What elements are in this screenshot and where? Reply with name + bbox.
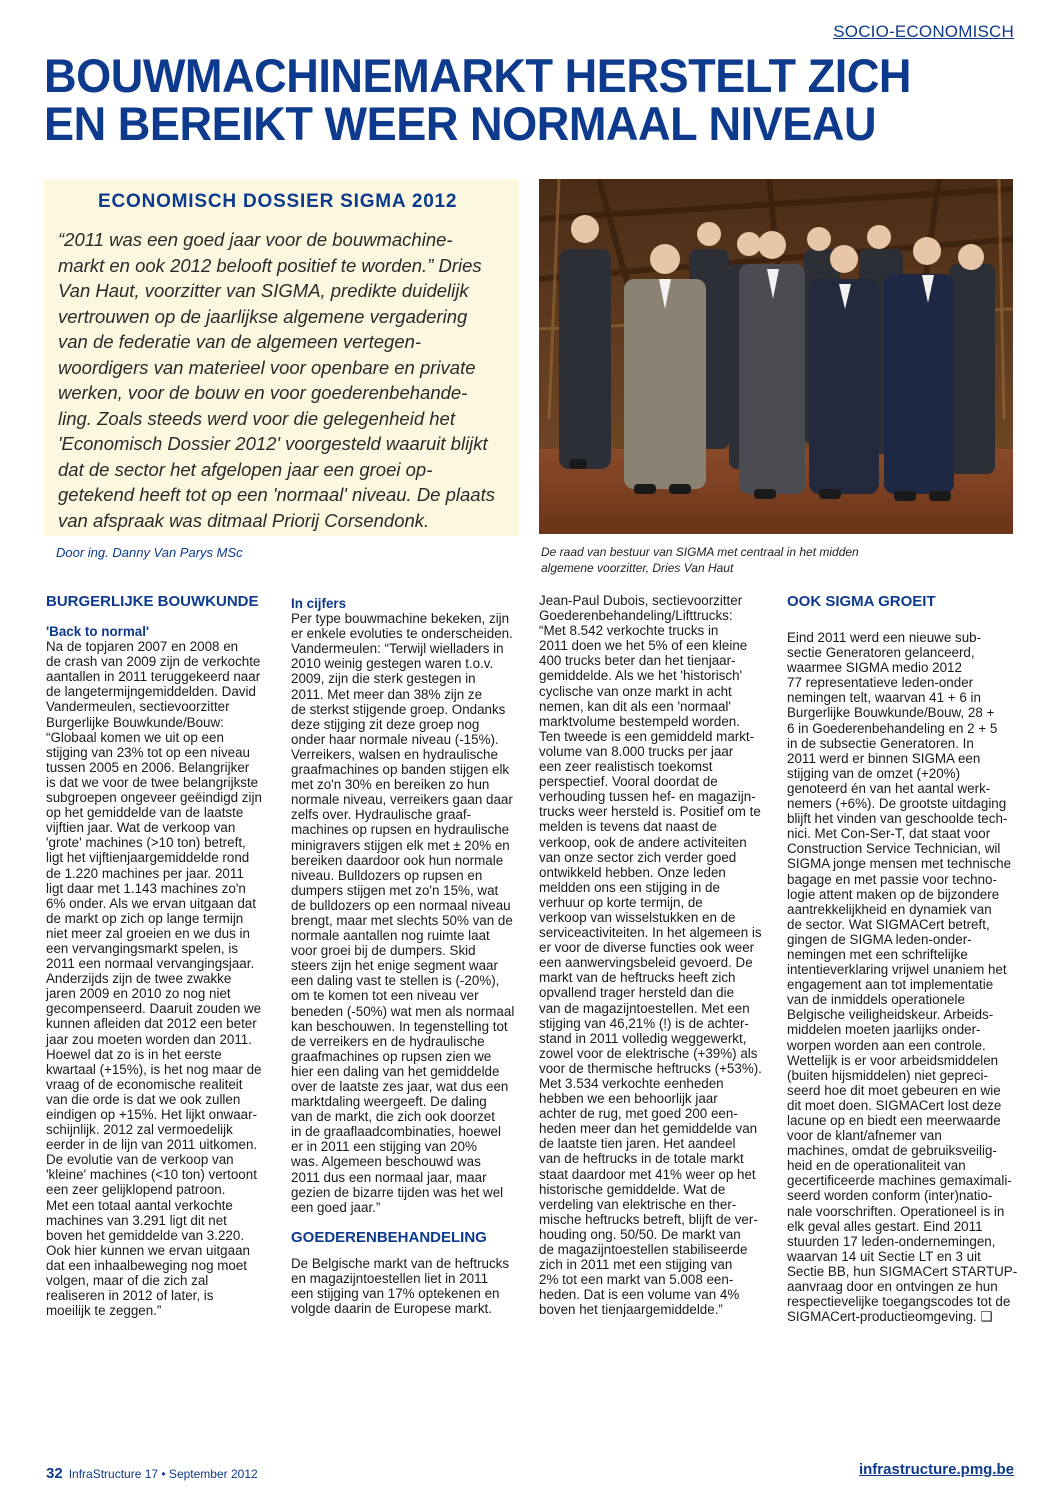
text-line: Burgerlijke Bouwkunde/Bouw, 28 + [787,705,995,721]
text-line: deze stijging zit deze groep nog [291,716,480,732]
text-line: niet meer zal groeien en we dus in [46,925,250,941]
text-line: Met een totaal aantal verkochte [46,1197,233,1213]
column-2-text [291,611,517,1215]
text-line: boven het gemiddelde van 3.220. [46,1227,245,1243]
text-line: Jean-Paul Dubois, sectievoorzitter [539,593,743,608]
text-line: de bulldozers op een normaal niveau [291,897,511,913]
text-line: 400 trucks beter dan het tienjaar- [539,653,736,669]
text-line: tussen 2005 en 2006. Belangrijker [46,759,250,775]
text-line: dit moet doen. SIGMACert lost deze [787,1097,1002,1113]
text-line: verkoop, ook de andere activiteiten [539,834,747,850]
text-line: 'grote' machines (>10 ton) betreft, [46,835,246,851]
text-line: SIGMACert-productieomgeving. ❑ [787,1309,993,1325]
subheading-in-cijfers: In cijfers [291,596,347,611]
text-line: ontwikkeld hebben. Onze leden [539,864,726,880]
text-line: een goed jaar.” [291,1199,381,1215]
text-line: gezien de bizarre tijden was het wel [291,1184,504,1200]
page-number: 32 [46,1465,63,1482]
caption-line: De raad van bestuur van SIGMA met centraal in het midden [541,545,859,559]
text-line: op het gemiddelde van de laatste [46,805,244,821]
text-line: gemiddelde. Als we het 'historisch' [539,668,743,684]
text-line: zowel voor de elektrische (+39%) als [539,1045,758,1061]
text-line: over de laatste zes jaar, wat dus een [291,1079,509,1094]
text-line: ligt daar met 1.143 machines zo'n [46,880,246,896]
column-4-text [787,630,1018,1325]
column-2-text-2 [291,1256,517,1316]
text-line: 2011. Met meer dan 38% zijn ze [291,686,483,702]
text-line: verhouding tussen hef- en magazijn- [539,789,756,805]
text-line: stijging van de omzet (+20%) [787,765,961,781]
text-line: Anderzijds zijn de twee zwakke [46,971,232,987]
text-line: normale aantallen nog ruimte laat [291,928,490,944]
text-line: stijging van 23% tot op een niveau [46,744,250,760]
text-line: machines van 3.291 ligt dit net [46,1212,227,1228]
text-line: ligt het vijftienjaargemiddelde rond [46,850,250,866]
text-line: mische heftrucks betreft, blijft de ver- [539,1211,758,1227]
subheading-back-to-normal: 'Back to normal' [46,624,150,639]
text-line: van onze sector zich verder goed [539,849,737,865]
text-line: zich in 2011 met een stijging van [539,1257,733,1273]
intro-line: markt en ook 2012 belooft positief te worden.” Dries [58,254,482,276]
text-line: 2% tot een markt van 5.008 een- [539,1272,734,1288]
text-line: steers zijn het enige segment waar [291,958,498,974]
text-line: nici. Met Con-Ser-T, dat staat voor [787,826,991,842]
text-line: een vervangingsmarkt spelen, is [46,940,239,956]
text-line: 2011 werd er binnen SIGMA een [787,750,981,766]
text-line: een aanwervingsbeleid gevoerd. De [539,955,753,971]
headline-line-1: BOUWMACHINEMARKT HERSTELT ZICH [44,49,912,102]
group-photo [539,179,1013,534]
text-line: Wettelijk is er voor arbeidsmiddelen [787,1052,999,1068]
text-line: de sterkst stijgende groep. Ondanks [291,701,506,717]
text-line: 6 in Goederenbehandeling en 2 + 5 [787,720,998,736]
intro-line: woordigers van materieel voor openbare en private [58,356,476,378]
text-line: stand in 2011 volledig weggewerkt, [539,1030,747,1046]
column-1-text [46,639,272,1318]
text-line: Eind 2011 werd een nieuwe sub- [787,630,982,645]
footer-url-link[interactable]: infrastructure.pmg.be [858,1461,1014,1478]
article-headline [44,49,994,150]
intro-line: van de federatie van de algemeen vertegen- [58,331,422,352]
text-line: 77 representatieve leden-onder [787,675,974,691]
text-line: markt van de heftrucks heeft zich [539,970,736,986]
footer-folio [46,1465,258,1482]
column-4 [787,593,1018,1325]
text-line: perspectief. Vooral doordat de [539,774,718,790]
text-line: in de graaflaadcombinaties, hoewel [291,1124,501,1140]
text-line: dat een inhaalbeweging nog moet [46,1257,248,1273]
text-line: is dat we voor de twee belangrijkste [46,774,259,790]
dossier-title: ECONOMISCH DOSSIER SIGMA 2012 [98,191,458,212]
text-line: Na de topjaren 2007 en 2008 en [46,639,239,655]
text-line: 'kleine' machines (<10 ton) vertoont [46,1167,257,1183]
text-line: er enkele evoluties te onderscheiden. [291,626,513,642]
section-label: SOCIO-ECONOMISCH [833,22,1014,41]
text-line: eerder in de lijn van 2011 uitkomen. [46,1137,258,1153]
intro-line: werken, voor de bouw en voor goederenbehande- [58,382,468,403]
intro-line: vertrouwen op de jaarlijkse algemene vergadering [58,305,468,327]
text-line: 2011 dus een normaal jaar, maar [291,1169,487,1185]
text-line: beneden (-50%) wat men als normaal [291,1003,515,1019]
text-line: dumpers stijgen met zo'n 15%, wat [291,882,499,898]
intro-line: Van Haut, voorzitter van SIGMA, predikte duidelijk [58,280,469,301]
text-line: verdeling van elektrische en ther- [539,1196,737,1212]
text-line: trucks weer hersteld is. Positief om te [539,804,761,820]
text-line: jaren 2009 en 2010 zo nog niet [46,986,231,1002]
text-line: nemingen met een schriftelijke [787,946,968,962]
column-3-text [539,593,765,1318]
text-line: lacune op en biedt een meerwaarde [787,1113,1001,1128]
text-line: in de subsectie Generatoren. In [787,735,974,751]
text-line: (buiten hijsmiddelen) niet gepreci- [787,1067,988,1083]
text-line: worpen worden aan een controle. [787,1037,986,1053]
intro-box [44,179,519,536]
text-line: subgroepen ongeveer geëindigd zijn [46,790,262,806]
text-line: de crash van 2009 zijn de verkochte [46,654,261,670]
text-line: Vandermeulen, sectievoorzitter [46,699,230,715]
text-line: machines op rupsen en hydraulische [291,822,510,838]
text-line: vijftien jaar. Wat de verkoop van [46,820,236,836]
text-line: normale niveau, verreikers gaan daar [291,792,513,808]
text-line: achter de rug, met goed 200 een- [539,1106,738,1122]
text-line: voor groei bij de dumpers. Skid [291,943,476,959]
text-line: hebben we een behoorlijk jaar [539,1091,718,1107]
text-line: de langetermijngemiddelden. David [46,684,256,700]
text-line: Hoewel dat zo is in het eerste [46,1046,222,1062]
text-line: onder haar normale niveau (-15%). [291,731,499,747]
heading-ook-sigma-groeit: OOK SIGMA GROEIT [787,593,936,610]
column-3 [539,593,765,1318]
text-line: brengt, maar met slechts 50% van de [291,912,513,928]
text-line: marktvolume bestempeld worden. [539,713,740,729]
text-line: vraag of de economische realiteit [46,1076,243,1092]
text-line: de sector. Wat SIGMACert betreft, [787,916,990,932]
text-line: De Belgische markt van de heftrucks [291,1255,510,1271]
text-line: om te komen tot een niveau ver [291,988,479,1004]
text-line: nemen, kan dit als een 'normaal' [539,698,731,714]
text-line: respectievelijke toegangscodes tot de [787,1294,1011,1310]
text-line: heid en de operationaliteit van [787,1158,966,1174]
text-line: gingen de SIGMA leden-onder- [787,931,972,947]
text-line: de verreikers en de hydraulische [291,1033,485,1049]
text-line: heden. Dat is een volume van 4% [539,1287,740,1303]
text-line: 2009, zijn die sterk gestegen in [291,671,476,687]
text-line: Goederenbehandeling/Lifttrucks: [539,608,733,624]
text-line: engagement aan tot implementatie [787,977,994,993]
text-line: Ten tweede is een gemiddeld markt- [539,728,755,744]
text-line: graafmachines op rupsen zien we [291,1048,492,1064]
intro-line: 'Economisch Dossier 2012' voorgesteld waaruit blijkt [58,433,488,454]
text-line: een daling vast te stellen is (-20%), [291,973,500,989]
text-line: kwartaal (+15%), is het nog maar de [46,1061,262,1077]
caption-line: algemene voorzitter, Dries Van Haut [541,561,734,575]
text-line: Sectie BB, hun SIGMACert STARTUP- [787,1263,1018,1279]
text-line: De evolutie van de verkoop van [46,1152,234,1168]
intro-line: getekend heeft tot op een 'normaal' niveau. De plaats [58,484,495,505]
column-2 [291,593,517,1316]
text-line: volgde daarin de Europese markt. [291,1301,492,1317]
text-line: 2010 weinig gestegen waren t.o.v. [291,656,494,672]
text-line: de magazijntoestellen stabiliseerde [539,1242,748,1258]
headline-line-2: EN BEREIKT WEER NORMAAL NIVEAU [44,97,877,150]
intro-line: “2011 was een goed jaar voor de bouwmachine- [58,229,453,250]
text-line: van de markt, die zich ook doorzet [291,1109,495,1125]
text-line: Verreikers, walsen en hydraulische [291,746,498,762]
text-line: bereiken daardoor ook hun normale [291,852,504,868]
text-line: 6% onder. Als we ervan uitgaan dat [46,895,256,911]
text-line: kunnen afleiden dat 2012 een beter [46,1016,257,1032]
text-line: bagage en met passie voor techno- [787,871,997,887]
text-line: minigravers stijgen elk met ± 20% en [291,837,510,853]
text-line: nale voorschriften. Operationeel is in [787,1203,1005,1219]
text-line: Burgerlijke Bouwkunde/Bouw: [46,714,224,730]
text-line: een zeer realistisch toekomst [539,759,713,775]
text-line: voor de thermische heftrucks (+53%). [539,1060,762,1076]
text-line: Per type bouwmachine bekeken, zijn [291,611,510,627]
text-line: eindigen op +15%. Het lijkt onwaar- [46,1107,258,1122]
text-line: elk geval alles gestart. Eind 2011 [787,1218,983,1234]
intro-line: van afspraak was ditmaal Priorij Corsendonk. [58,509,430,531]
column-1 [46,593,272,1318]
text-line: zelfs over. Hydraulische graaf- [291,807,472,823]
text-line: een stijging van 17% optekenen en [291,1286,500,1302]
text-line: Belgische veiligheidskeur. Arbeids- [787,1007,994,1023]
text-line: moeilijk te zeggen.” [46,1303,162,1319]
heading-goederenbehandeling: GOEDERENBEHANDELING [291,1228,487,1246]
issue-label: InfraStructure 17 • September 2012 [68,1467,258,1481]
text-line: SIGMA jonge mensen met technische [787,856,1012,872]
text-line: sectie Generatoren gelanceerd, [787,645,975,661]
text-line: volume van 8.000 trucks per jaar [539,743,734,759]
text-line: jaar zou moeten worden dan 2011. [46,1031,252,1047]
text-line: van de magazijntoestellen. Met een [539,1000,750,1016]
text-line: 2011 een normaal vervangingsjaar. [46,956,255,972]
text-line: serviceactiviteiten. In het algemeen is [539,925,762,941]
text-line: er voor de diverse functies ook weer [539,940,755,956]
text-line: historische gemiddelde. Wat de [539,1181,726,1197]
text-line: volgen, maar of die zich zal [46,1273,209,1289]
intro-line: ling. Zoals steeds werd voor die gelegenheid het [58,407,455,429]
text-line: blijft het vinden van geschoolde tech- [787,811,1008,827]
text-line: hier een daling van het gemiddelde [291,1063,500,1079]
text-line: Met 3.534 verkochte eenheden [539,1076,724,1091]
text-line: heden meer dan het gemiddelde van [539,1121,758,1137]
text-line: de 1.220 machines per jaar. 2011 [46,865,244,881]
byline: Door ing. Danny Van Parys MSc [56,545,243,560]
text-line: verkoop van wisselstukken en de [539,909,736,925]
text-line: middelen moeten jaarlijks onder- [787,1022,981,1038]
text-line: stijging van 46,21% (!) is de achter- [539,1015,749,1031]
text-line: seerd worden conform (inter)natio- [787,1188,993,1204]
text-line: intentieverklaring vrijwel unaniem het [787,962,1007,978]
text-line: schijnlijk. 2012 zal vermoedelijk [46,1122,233,1138]
text-line: graafmachines op banden stijgen elk [291,762,510,778]
text-line: seerd hoe dit moet gebeuren en wie [787,1082,1001,1098]
text-line: cyclische van onze markt in acht [539,683,732,699]
text-line: een zeer gelijklopend patroon. [46,1182,226,1198]
text-line: de markt op zich op lange termijn [46,910,244,926]
text-line: opvallend trager hersteld dan die [539,985,735,1001]
text-line: gecertificeerde machines gemaximali- [787,1173,1012,1189]
intro-line: dat de sector het afgelopen jaar een groei op- [58,458,433,480]
text-line: genoteerd én van het aantal werk- [787,780,991,796]
text-line: niveau. Bulldozers op rupsen en [291,867,483,883]
text-line: voor de klant/afnemer van [787,1128,942,1144]
text-line: aanvraag door en ontvingen ze hun [787,1279,998,1295]
text-line: aantrekkelijkheid en dynamiek van [787,901,992,917]
photo-caption [541,544,1011,576]
text-line: Vandermeulen: “Terwijl wielladers in [291,641,504,657]
text-line: verhuur op korte termijn, de [539,894,703,910]
text-line: van de inmiddels operationele [787,992,965,1008]
text-line: van die orde is dat we ook zullen [46,1091,241,1107]
text-line: “Globaal komen we uit op een [46,729,224,745]
text-line: machines, omdat de gebruiksveilig- [787,1143,997,1159]
text-line: de laatste tien jaren. Het aandeel [539,1136,736,1152]
text-line: marktdaling weergeeft. De daling [291,1094,487,1110]
text-line: boven het tienjaargemiddelde.” [539,1302,723,1318]
text-line: waarmee SIGMA medio 2012 [787,660,962,676]
text-line: Ook hier kunnen we ervan uitgaan [46,1242,250,1258]
text-line: was. Algemeen beschouwd was [291,1154,481,1170]
text-line: logie attent maken op de bijzondere [787,886,1000,902]
text-line: aantallen in 2011 teruggekeerd naar [46,669,261,685]
text-line: kan beschouwen. In tegenstelling tot [291,1018,508,1034]
text-line: 2011 doen we het 5% of een kleine [539,638,748,654]
text-line: melden is tevens dat naast de [539,819,717,835]
text-line: houding ong. 50/50. De markt van [539,1226,741,1242]
text-line: met zo'n 30% en bereiken zo hun [291,777,490,793]
text-line: gecompenseerd. Daaruit zouden we [46,1001,262,1017]
text-line: stuurden 17 leden-ondernemingen, [787,1233,996,1249]
text-line: waarvan 14 uit Sectie LT en 3 uit [787,1248,981,1264]
intro-text [58,227,508,533]
text-line: nemers (+6%). De grootste uitdaging [787,796,1007,812]
text-line: “Met 8.542 verkochte trucks in [539,623,719,639]
text-line: en magazijntoestellen liet in 2011 [291,1270,489,1286]
text-line: er in 2011 een stijging van 20% [291,1139,477,1155]
heading-burgerlijke-bouwkunde: BURGERLIJKE BOUWKUNDE [46,593,259,610]
text-line: meldden ons een stijging in de [539,879,720,895]
text-line: Construction Service Technician, wil [787,841,1001,857]
text-line: nemingen telt, waarvan 41 + 6 in [787,690,981,706]
text-line: realiseren in 2012 of later, is [46,1288,214,1304]
text-line: staat daardoor met 41% weer op het [539,1166,756,1182]
text-line: van de heftrucks in de totale markt [539,1151,744,1167]
